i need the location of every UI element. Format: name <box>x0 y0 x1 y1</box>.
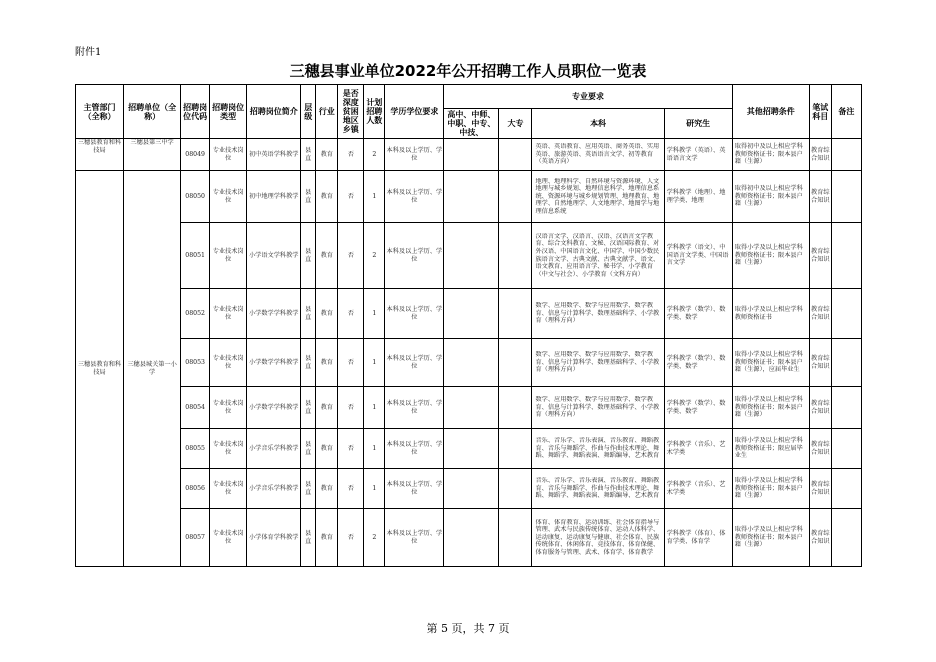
table-row <box>76 171 862 223</box>
other-cell: 取得初中及以上相应学科教师资格证书；限本县户籍（生源） <box>732 171 809 223</box>
remark-cell <box>831 139 861 171</box>
header-brief: 招聘岗位简介 <box>247 85 301 139</box>
code-cell: 08056 <box>181 469 210 509</box>
header-graduate: 研究生 <box>664 109 732 139</box>
college-cell <box>499 289 532 339</box>
table-row <box>76 387 862 429</box>
other-cell: 取得小学及以上相应学科教师资格证书；限本县户籍（生源），应届毕业生 <box>732 339 809 387</box>
plan-cell: 1 <box>364 289 385 339</box>
poverty-cell: 否 <box>338 469 364 509</box>
secondary-cell <box>444 509 499 567</box>
edu-cell: 本科及以上学历、学位 <box>385 223 444 289</box>
exam-cell: 教育综合知识 <box>809 171 831 223</box>
remark-cell <box>831 429 861 469</box>
header-major-req: 专业要求 <box>444 85 732 109</box>
edu-cell: 本科及以上学历、学位 <box>385 289 444 339</box>
industry-cell: 教育 <box>316 429 338 469</box>
graduate-cell: 学科教学（音乐）、艺术学类 <box>664 429 732 469</box>
industry-cell: 教育 <box>316 469 338 509</box>
header-secondary: 高中、中师、中职、中专、中技、 <box>444 109 499 139</box>
level-cell: 县直 <box>301 289 316 339</box>
table-header <box>76 85 862 139</box>
header-industry: 行业 <box>316 85 338 139</box>
college-cell <box>499 139 532 171</box>
other-cell: 取得小学及以上相应学科教师资格证书 <box>732 289 809 339</box>
poverty-cell: 否 <box>338 171 364 223</box>
table-row <box>76 509 862 567</box>
remark-cell <box>831 387 861 429</box>
college-cell <box>499 387 532 429</box>
level-cell: 县直 <box>301 223 316 289</box>
code-cell: 08057 <box>181 509 210 567</box>
exam-cell: 教育综合知识 <box>809 339 831 387</box>
attachment-label: 附件1 <box>75 47 102 58</box>
plan-cell: 2 <box>364 509 385 567</box>
code-cell: 08052 <box>181 289 210 339</box>
page-title: 三穗县事业单位2022年公开招聘工作人员职位一览表 <box>289 62 647 80</box>
poverty-cell: 否 <box>338 223 364 289</box>
brief-cell: 初中英语学科教学 <box>247 139 301 171</box>
exam-cell: 教育综合知识 <box>809 429 831 469</box>
type-cell: 专业技术岗位 <box>210 171 247 223</box>
exam-cell: 教育综合知识 <box>809 223 831 289</box>
other-cell: 取得初中及以上相应学科教师资格证书；限本县户籍（生源） <box>732 139 809 171</box>
brief-cell: 小学数学学科教学 <box>247 339 301 387</box>
code-cell: 08049 <box>181 139 210 171</box>
edu-cell: 本科及以上学历、学位 <box>385 509 444 567</box>
graduate-cell: 学科教学（英语）、英语语言文学 <box>664 139 732 171</box>
graduate-cell: 学科教学（地理）、地理学类、地理 <box>664 171 732 223</box>
poverty-cell: 否 <box>338 387 364 429</box>
brief-cell: 小学体育学科教学 <box>247 509 301 567</box>
header-exam: 笔试科目 <box>809 85 831 139</box>
level-cell: 县直 <box>301 339 316 387</box>
poverty-cell: 否 <box>338 289 364 339</box>
edu-cell: 本科及以上学历、学位 <box>385 429 444 469</box>
header-code: 招聘岗位代码 <box>181 85 210 139</box>
header-college: 大专 <box>499 109 532 139</box>
type-cell: 专业技术岗位 <box>210 387 247 429</box>
bachelor-cell: 体育、体育教育、运动训练、社会体育指导与管理、武术与民族传统体育、运动人体科学、运动康复、运动康复与健康、社会体育、民族传统体育、休闲体育、竞技体育、体育保健、体育服务与管理、武术、体育学、体育教学 <box>532 509 664 567</box>
brief-cell: 小学数学学科教学 <box>247 289 301 339</box>
brief-cell: 小学语文学科教学 <box>247 223 301 289</box>
bachelor-cell: 汉语言文学、汉语言、汉语、汉语言文学教育、综合文科教育、文秘、汉语国际教育、对外汉语、中国语言文化、中国学、中国少数民族语言文学、古典文献、古典文献学、语文、语文教育、应用语言学、秘书学、小学教育（中文与社会）、小学教育（文科方向） <box>532 223 664 289</box>
level-cell: 县直 <box>301 429 316 469</box>
poverty-cell: 否 <box>338 139 364 171</box>
remark-cell <box>831 171 861 223</box>
code-cell: 08051 <box>181 223 210 289</box>
secondary-cell <box>444 387 499 429</box>
remark-cell <box>831 223 861 289</box>
exam-cell: 教育综合知识 <box>809 139 831 171</box>
secondary-cell <box>444 139 499 171</box>
industry-cell: 教育 <box>316 223 338 289</box>
edu-cell: 本科及以上学历、学位 <box>385 469 444 509</box>
secondary-cell <box>444 171 499 223</box>
header-plan: 计划招聘人数 <box>364 85 385 139</box>
graduate-cell: 学科教学（数学）、数学类、数学 <box>664 289 732 339</box>
secondary-cell <box>444 223 499 289</box>
secondary-cell <box>444 289 499 339</box>
plan-cell: 2 <box>364 139 385 171</box>
bachelor-cell: 数学、应用数学、数学与应用数学、数学教育、信息与计算科学、数理基础科学、小学教育（理科方向） <box>532 289 664 339</box>
header-unit: 招聘单位（全称） <box>124 85 181 139</box>
industry-cell: 教育 <box>316 171 338 223</box>
job-table <box>75 84 862 567</box>
type-cell: 专业技术岗位 <box>210 289 247 339</box>
header-edu: 学历学位要求 <box>385 85 444 139</box>
header-dept: 主管部门（全称） <box>76 85 124 139</box>
plan-cell: 1 <box>364 469 385 509</box>
college-cell <box>499 223 532 289</box>
table-row <box>76 339 862 387</box>
secondary-cell <box>444 339 499 387</box>
bachelor-cell: 数学、应用数学、数学与应用数学、数学教育、信息与计算科学、数理基础科学、小学教育（理科方向） <box>532 387 664 429</box>
header-other: 其他招聘条件 <box>732 85 809 139</box>
poverty-cell: 否 <box>338 509 364 567</box>
plan-cell: 1 <box>364 429 385 469</box>
table-row <box>76 469 862 509</box>
code-cell: 08050 <box>181 171 210 223</box>
plan-cell: 1 <box>364 387 385 429</box>
code-cell: 08055 <box>181 429 210 469</box>
secondary-cell <box>444 429 499 469</box>
edu-cell: 本科及以上学历、学位 <box>385 139 444 171</box>
industry-cell: 教育 <box>316 139 338 171</box>
remark-cell <box>831 509 861 567</box>
header-poverty: 是否深度贫困地区乡镇 <box>338 85 364 139</box>
type-cell: 专业技术岗位 <box>210 139 247 171</box>
graduate-cell: 学科教学（数学）、数学类、数学 <box>664 339 732 387</box>
exam-cell: 教育综合知识 <box>809 469 831 509</box>
graduate-cell: 学科教学（音乐）、艺术学类 <box>664 469 732 509</box>
exam-cell: 教育综合知识 <box>809 387 831 429</box>
remark-cell <box>831 289 861 339</box>
college-cell <box>499 469 532 509</box>
exam-cell: 教育综合知识 <box>809 289 831 339</box>
code-cell: 08053 <box>181 339 210 387</box>
dept-cell: 三穗县教育和科技局 <box>76 171 124 567</box>
type-cell: 专业技术岗位 <box>210 469 247 509</box>
header-remark: 备注 <box>831 85 861 139</box>
header-level: 层级 <box>301 85 316 139</box>
level-cell: 县直 <box>301 387 316 429</box>
level-cell: 县直 <box>301 171 316 223</box>
remark-cell <box>831 469 861 509</box>
table-row <box>76 223 862 289</box>
edu-cell: 本科及以上学历、学位 <box>385 387 444 429</box>
plan-cell: 2 <box>364 223 385 289</box>
bachelor-cell: 地理、地理科学、自然环境与资源环境、人文地理与城乡规划、地理信息科学、地理信息系统、资源环境与城乡规划管理、地理教育、地理学、自然地理学、人文地理学、地图学与地理信息系统 <box>532 171 664 223</box>
other-cell: 取得小学及以上相应学科教师资格证书；限本县户籍（生源） <box>732 509 809 567</box>
remark-cell <box>831 339 861 387</box>
type-cell: 专业技术岗位 <box>210 339 247 387</box>
college-cell <box>499 429 532 469</box>
bachelor-cell: 音乐、音乐学、音乐表演、音乐教育、舞蹈教育、音乐与舞蹈学、作曲与作曲技术理论、舞蹈、舞蹈学、舞蹈表演、舞蹈编导、艺术教育 <box>532 469 664 509</box>
poverty-cell: 否 <box>338 339 364 387</box>
type-cell: 专业技术岗位 <box>210 223 247 289</box>
type-cell: 专业技术岗位 <box>210 509 247 567</box>
table-row <box>76 139 862 171</box>
brief-cell: 小学音乐学科教学 <box>247 469 301 509</box>
other-cell: 取得小学及以上相应学科教师资格证书；限本县户籍（生源） <box>732 387 809 429</box>
table-row <box>76 429 862 469</box>
college-cell <box>499 509 532 567</box>
plan-cell: 1 <box>364 171 385 223</box>
graduate-cell: 学科教学（数学）、数学类、数学 <box>664 387 732 429</box>
bachelor-cell: 英语、英语教育、应用英语、商务英语、实用英语、旅游英语、英语语言文学、初等教育（英语方向） <box>532 139 664 171</box>
code-cell: 08054 <box>181 387 210 429</box>
bachelor-cell: 音乐、音乐学、音乐表演、音乐教育、舞蹈教育、音乐与舞蹈学、作曲与作曲技术理论、舞蹈、舞蹈学、舞蹈表演、舞蹈编导、艺术教育 <box>532 429 664 469</box>
header-type: 招聘岗位类型 <box>210 85 247 139</box>
dept-cell: 三穗县教育和科技局 <box>76 139 124 171</box>
unit-cell: 三穗县城关第一小学 <box>124 171 181 567</box>
poverty-cell: 否 <box>338 429 364 469</box>
type-cell: 专业技术岗位 <box>210 429 247 469</box>
header-bachelor: 本科 <box>532 109 664 139</box>
table-row <box>76 289 862 339</box>
brief-cell: 小学音乐学科教学 <box>247 429 301 469</box>
graduate-cell: 学科教学（体育）、体育学类、体育学 <box>664 509 732 567</box>
brief-cell: 初中地理学科教学 <box>247 171 301 223</box>
exam-cell: 教育综合知识 <box>809 509 831 567</box>
brief-cell: 小学数学学科教学 <box>247 387 301 429</box>
college-cell <box>499 171 532 223</box>
level-cell: 县直 <box>301 469 316 509</box>
plan-cell: 1 <box>364 339 385 387</box>
page-footer: 第 5 页，共 7 页 <box>426 622 510 635</box>
unit-cell: 三穗县第三中学 <box>124 139 181 171</box>
other-cell: 取得小学及以上相应学科教师资格证书；限应届毕业生 <box>732 429 809 469</box>
edu-cell: 本科及以上学历、学位 <box>385 171 444 223</box>
other-cell: 取得小学及以上相应学科教师资格证书；限本县户籍（生源） <box>732 469 809 509</box>
industry-cell: 教育 <box>316 289 338 339</box>
level-cell: 县直 <box>301 509 316 567</box>
industry-cell: 教育 <box>316 339 338 387</box>
graduate-cell: 学科教学（语文）、中国语言文学类、中国语言文学 <box>664 223 732 289</box>
secondary-cell <box>444 469 499 509</box>
other-cell: 取得小学及以上相应学科教师资格证书；限本县户籍（生源） <box>732 223 809 289</box>
bachelor-cell: 数学、应用数学、数学与应用数学、数学教育、信息与计算科学、数理基础科学、小学教育（理科方向） <box>532 339 664 387</box>
edu-cell: 本科及以上学历、学位 <box>385 339 444 387</box>
level-cell: 县直 <box>301 139 316 171</box>
industry-cell: 教育 <box>316 509 338 567</box>
industry-cell: 教育 <box>316 387 338 429</box>
college-cell <box>499 339 532 387</box>
